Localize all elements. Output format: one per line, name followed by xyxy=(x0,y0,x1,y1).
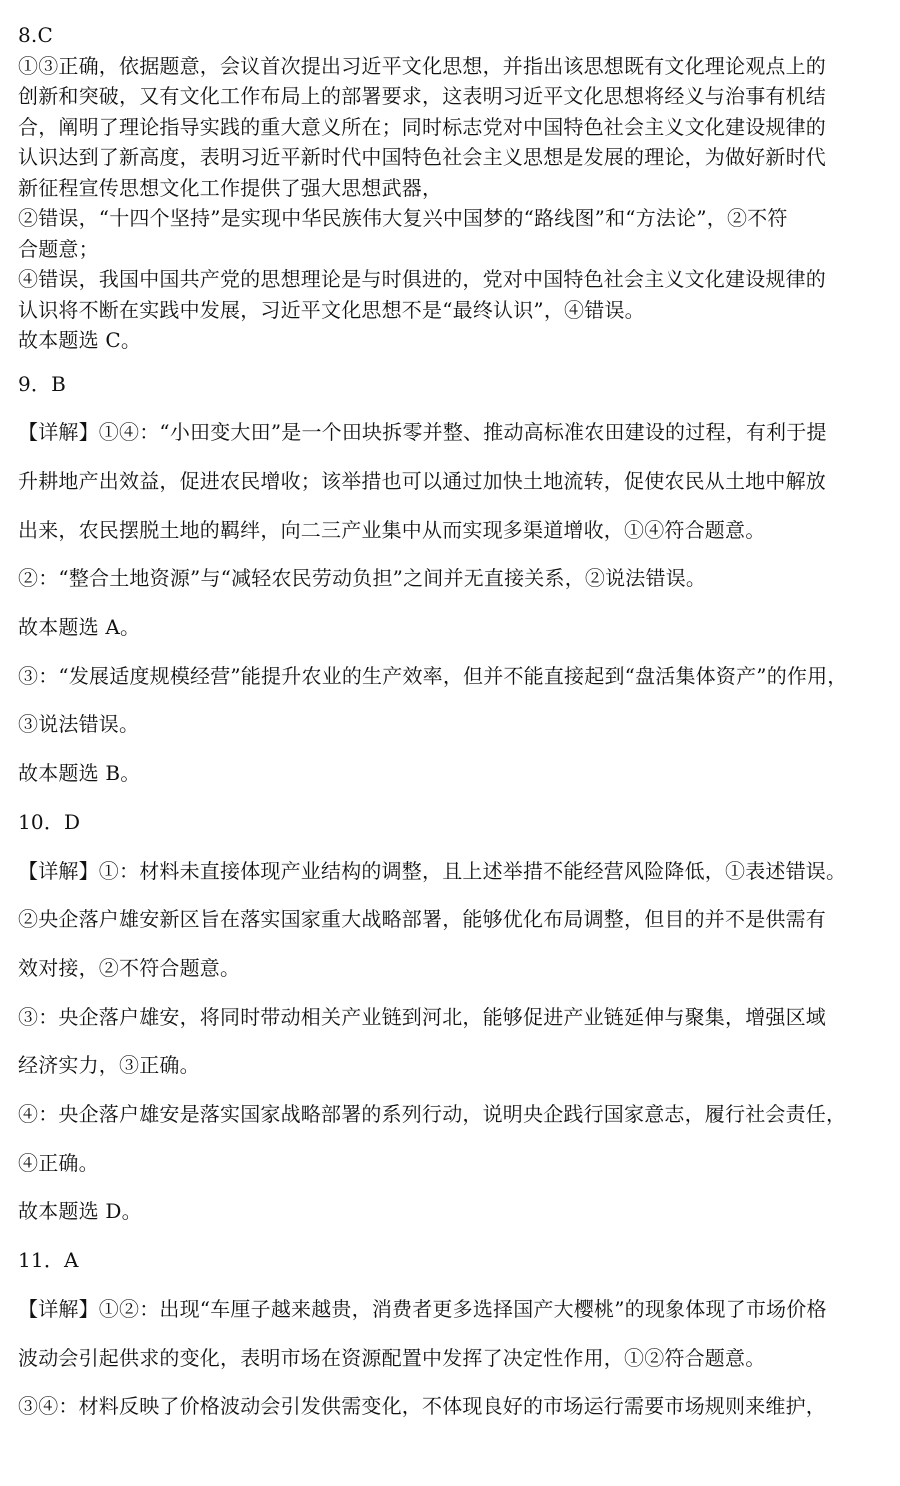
question-10-line: ③：央企落户雄安，将同时带动相关产业链到河北，能够促进产业链延伸与聚集，增强区域 xyxy=(18,1004,826,1029)
question-8-block xyxy=(18,20,884,356)
answer-page xyxy=(18,20,884,1431)
question-8-line: ②错误，“十四个坚持”是实现中华民族伟大复兴中国梦的“路线图”和“方法论”，②不符 xyxy=(18,206,788,230)
question-10-line: ②央企落户雄安新区旨在落实国家重大战略部署，能够优化布局调整，但目的并不是供需有 xyxy=(18,907,826,932)
question-11-line: 【详解】①②：出现“车厘子越来越贵，消费者更多选择国产大樱桃”的现象体现了市场价格 xyxy=(18,1296,827,1321)
question-9-block xyxy=(18,360,884,798)
question-8-line: 合，阐明了理论指导实践的重大意义所在；同时标志党对中国特色社会主义文化建设规律的 xyxy=(18,114,826,139)
question-9-number: 9．B xyxy=(18,371,67,396)
question-8-line: 认识将不断在实践中发展，习近平文化思想不是“最终认识”，④错误。 xyxy=(18,297,645,322)
question-10-line: ④正确。 xyxy=(18,1150,99,1175)
question-8-number: 8.C xyxy=(18,23,53,47)
question-10-line: 故本题选 D。 xyxy=(18,1199,142,1224)
question-8-line: 合题意； xyxy=(18,236,99,261)
question-8-line: 认识达到了新高度，表明习近平新时代中国特色社会主义思想是发展的理论，为做好新时代 xyxy=(18,145,826,169)
question-9-line: ②：“整合土地资源”与“减轻农民劳动负担”之间并无直接关系，②说法错误。 xyxy=(18,566,707,591)
question-11-block xyxy=(18,1236,884,1431)
question-10-line: 【详解】①：材料未直接体现产业结构的调整，且上述举措不能经营风险降低，①表述错误。 xyxy=(18,858,847,883)
question-9-line: 【详解】①④：“小田变大田”是一个田块拆零并整、推动高标准农田建设的过程，有利于提 xyxy=(18,420,827,445)
question-11-line: ③④：材料反映了价格波动会引发供需变化，不体现良好的市场运行需要市场规则来维护， xyxy=(18,1394,826,1419)
question-10-line: 经济实力，③正确。 xyxy=(18,1053,200,1078)
question-9-line: ③：“发展适度规模经营”能提升农业的生产效率，但并不能直接起到“盘活集体资产”的作用， xyxy=(18,663,848,688)
question-10-line: ④：央企落户雄安是落实国家战略部署的系列行动，说明央企践行国家意志，履行社会责任， xyxy=(18,1102,847,1127)
question-9-line: 出来，农民摆脱土地的羁绊，向二三产业集中从而实现多渠道增收，①④符合题意。 xyxy=(18,517,766,542)
question-8-line: 创新和突破，又有文化工作布局上的部署要求，这表明习近平文化思想将经义与治事有机结 xyxy=(18,84,826,108)
question-8-line: ④错误，我国中国共产党的思想理论是与时俱进的，党对中国特色社会主义文化建设规律的 xyxy=(18,267,826,291)
question-8-line: 故本题选 C。 xyxy=(18,328,142,352)
question-9-line: 升耕地产出效益，促进农民增收；该举措也可以通过加快土地流转，促使农民从土地中解放 xyxy=(18,468,826,493)
question-9-line: ③说法错误。 xyxy=(18,712,140,737)
question-11-number: 11．A xyxy=(18,1248,79,1273)
question-8-line: 新征程宣传思想文化工作提供了强大思想武器， xyxy=(18,175,443,200)
question-11-line: 波动会引起供求的变化，表明市场在资源配置中发挥了决定性作用，①②符合题意。 xyxy=(18,1345,766,1370)
question-8-line: ①③正确，依据题意，会议首次提出习近平文化思想，并指出该思想既有文化理论观点上的 xyxy=(18,53,826,78)
question-10-line: 效对接，②不符合题意。 xyxy=(18,955,241,980)
question-9-line: 故本题选 B。 xyxy=(18,761,141,786)
question-9-line: 故本题选 A。 xyxy=(18,615,141,640)
question-10-block xyxy=(18,798,884,1236)
question-10-number: 10．D xyxy=(18,809,81,834)
